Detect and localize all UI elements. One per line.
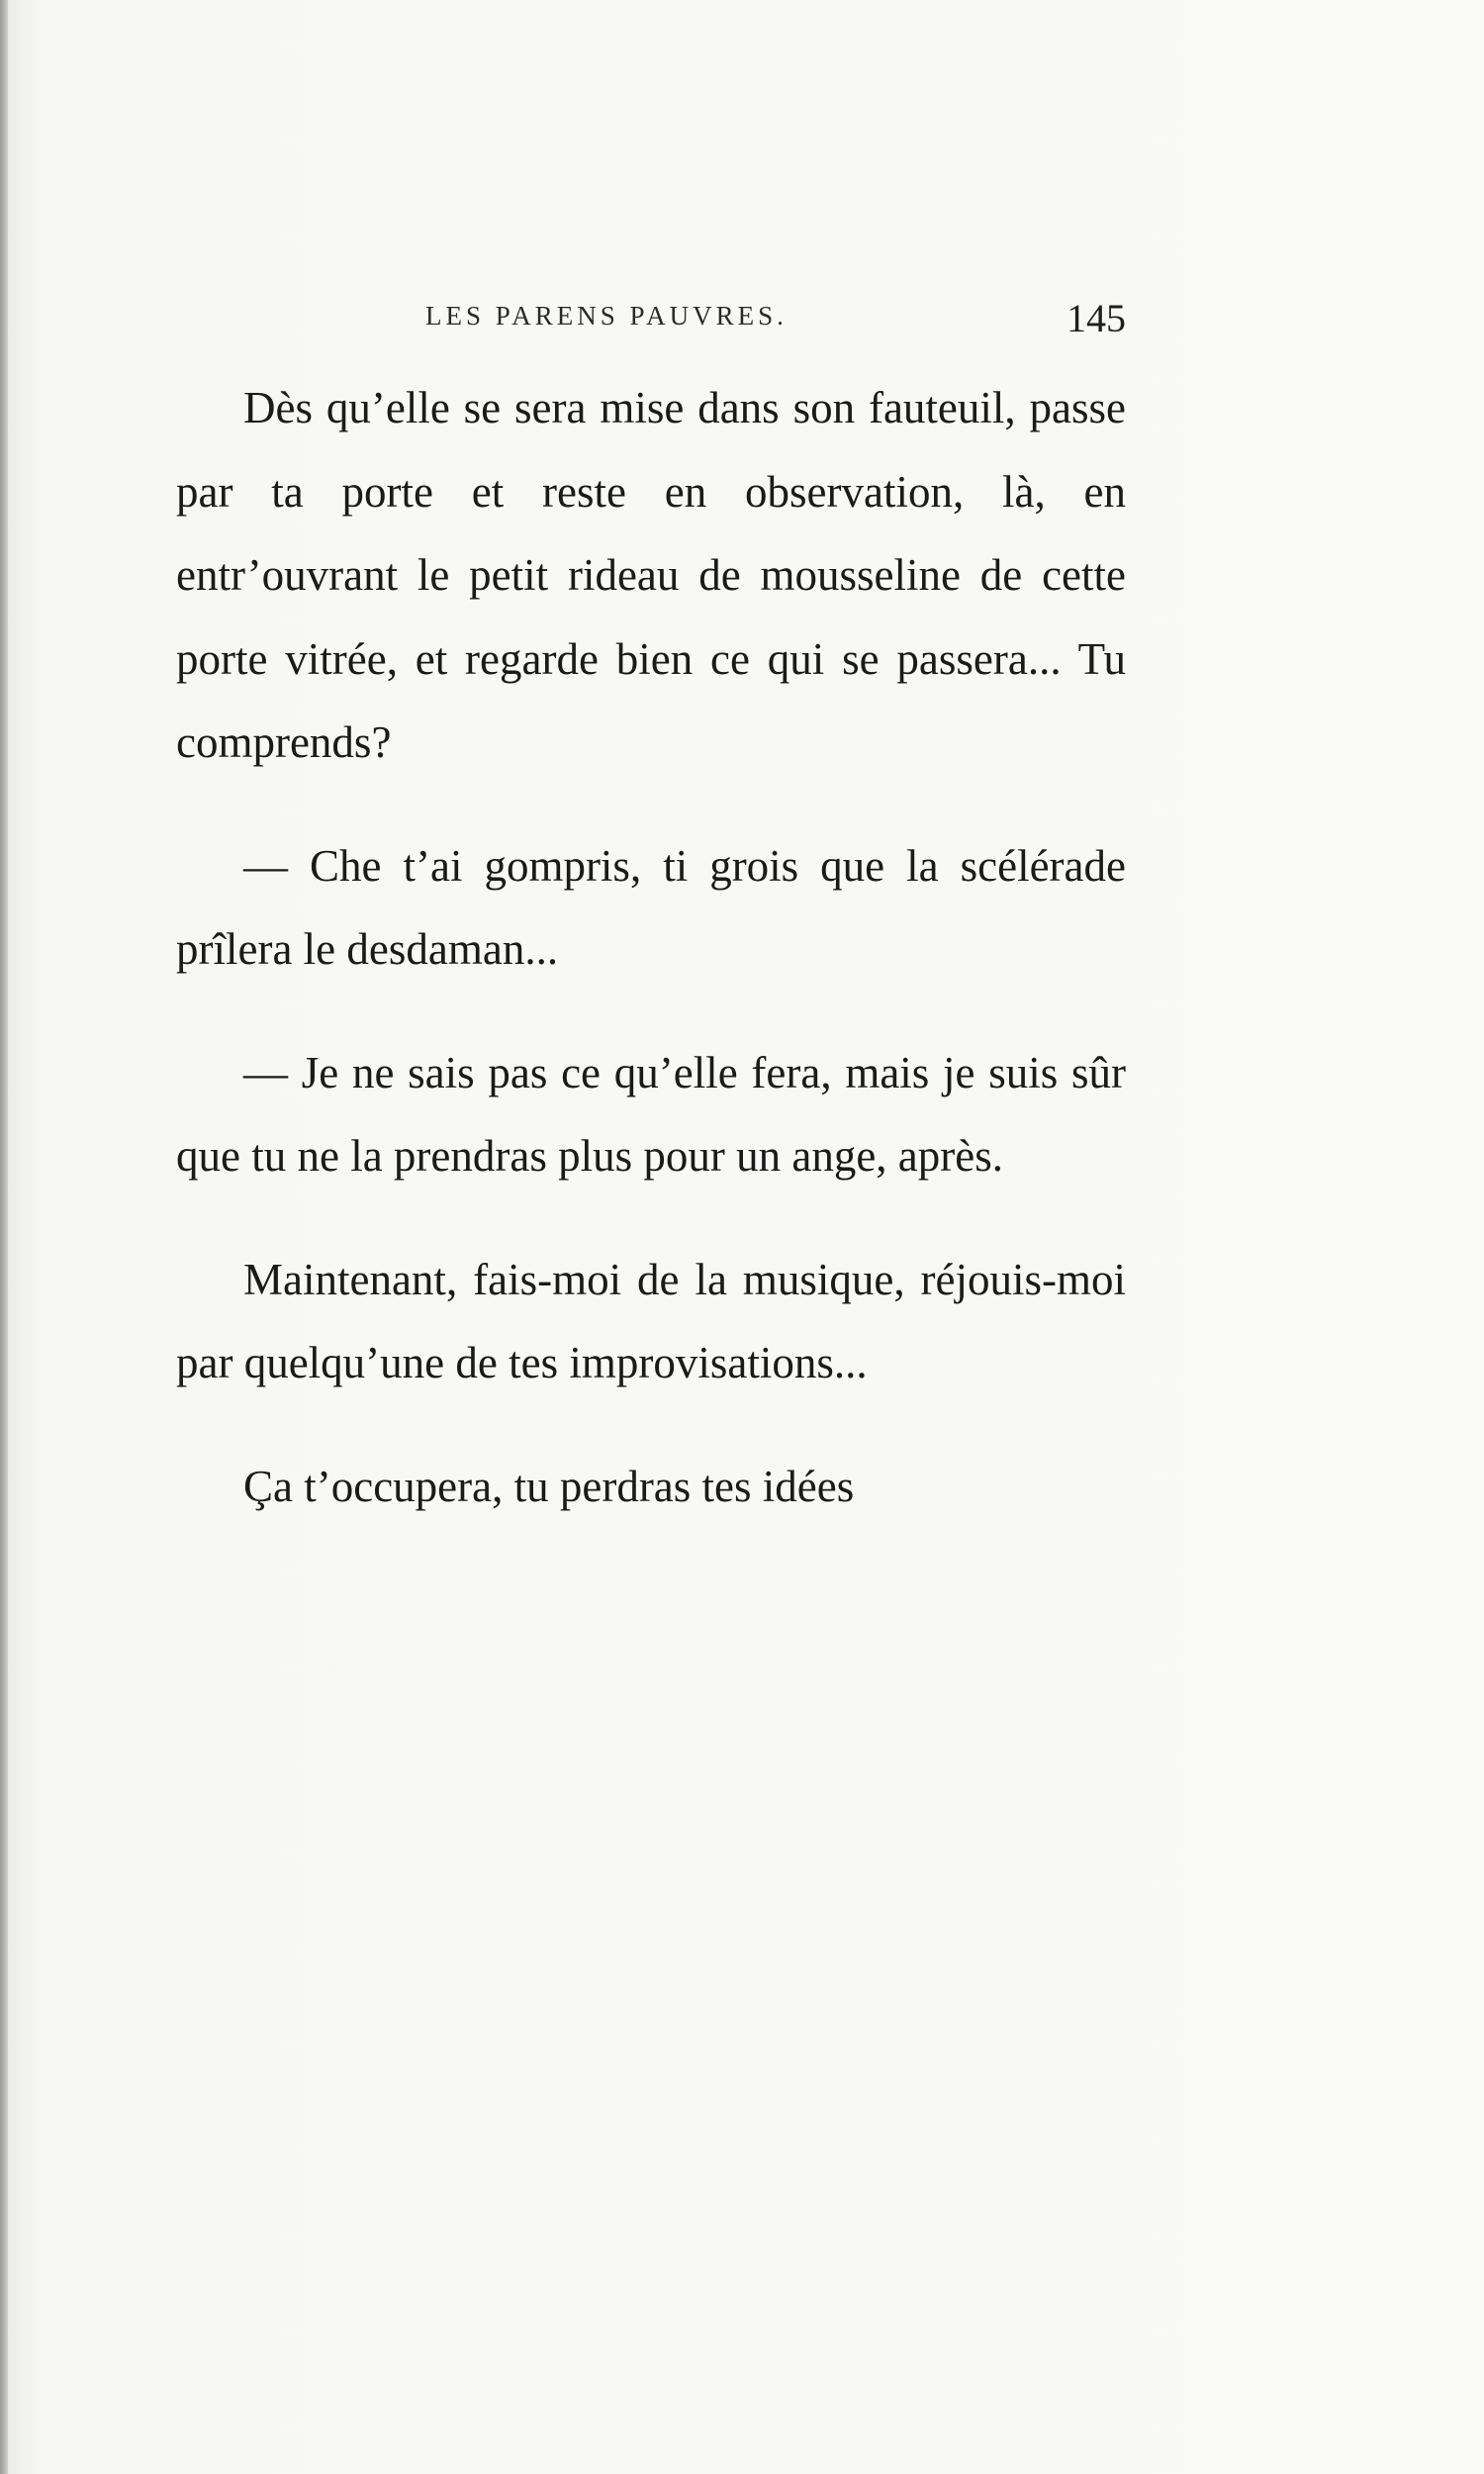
paragraph-2: — Che t’ai gompris, ti grois que la scélérade prîlera le desdaman... xyxy=(176,840,1126,974)
page-header xyxy=(176,295,1126,344)
running-head: LES PARENS PAUVRES. xyxy=(425,301,788,331)
page-number: 145 xyxy=(1067,296,1126,340)
paragraph-4: Maintenant, fais-moi de la musique, réjouis-moi par quelqu’une de tes improvisations... xyxy=(176,1254,1126,1387)
page-binding-edge xyxy=(0,0,8,2474)
paragraph-3: — Je ne sais pas ce qu’elle fera, mais je suis sûr que tu ne la prendras plus pour un ange, après. xyxy=(176,1047,1126,1181)
body-text xyxy=(176,366,1126,1528)
paragraph-1: Dès qu’elle se sera mise dans son fauteuil, passe par ta porte et reste en observation, là, en entr’ouvrant le petit rideau de mousseline de cette porte vitrée, et regarde bien ce qui se passera... Tu comprends? xyxy=(176,383,1126,767)
paragraph-5: Ça t’occupera, tu perdras tes idées xyxy=(243,1461,855,1511)
